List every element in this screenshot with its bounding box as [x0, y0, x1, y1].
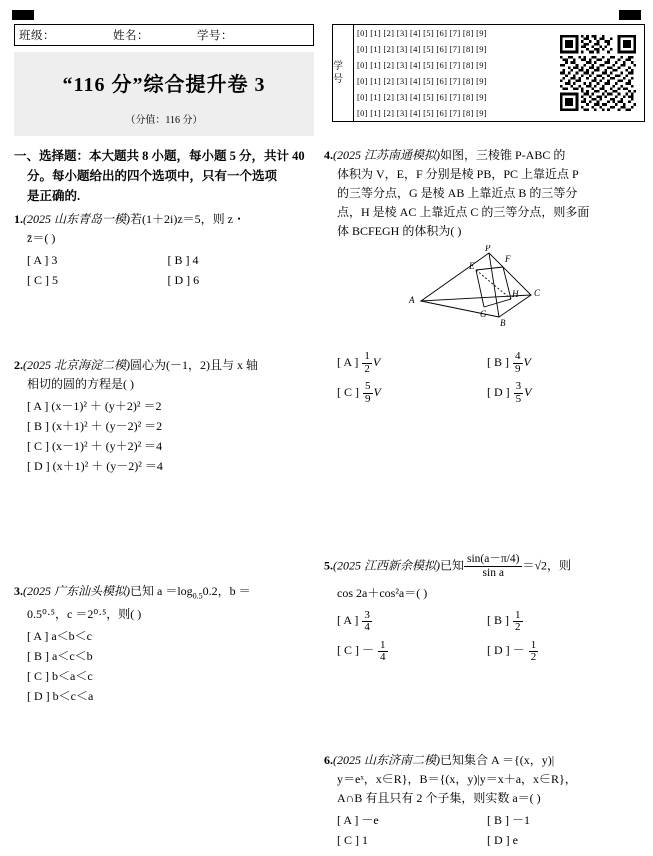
option-a-fraction — [362, 610, 372, 634]
svg-text:B: B — [499, 318, 505, 328]
options-5 — [324, 605, 637, 665]
option-a-value: (x－1)² ＋ (y＋2)² ＝2 — [51, 399, 162, 413]
option-a-label: [ A ] — [27, 629, 49, 644]
option-a[interactable] — [27, 250, 168, 270]
option-c-value: 1 — [362, 833, 368, 848]
numerator: 1 — [364, 350, 370, 363]
section-heading-line-1: 一、选择题：本大题共 8 小题，每小题 5 分，共计 40 — [14, 149, 305, 163]
question-number: 3. — [14, 584, 23, 598]
corner-mark-top-left — [12, 10, 34, 20]
option-d-fraction — [529, 640, 539, 664]
option-row — [337, 635, 637, 665]
question-number: 1. — [14, 212, 23, 226]
option-a-fraction — [362, 351, 372, 375]
geometry-diagram-icon — [381, 245, 581, 335]
question-source: (2025 北京海淀二模) — [23, 358, 130, 372]
option-d-value: e — [512, 833, 518, 848]
id-label: 学号： — [197, 30, 233, 42]
denominator: 2 — [515, 621, 521, 634]
question-text-cont: 相切的圆的方程是( ) — [27, 377, 134, 391]
options-4 — [324, 347, 637, 407]
option-a-suffix: V — [372, 355, 381, 369]
header-right — [332, 24, 645, 122]
option-d[interactable] — [487, 830, 637, 850]
answer-space-4c — [324, 533, 637, 553]
option-b[interactable] — [27, 646, 308, 666]
option-c-value: 5 — [52, 273, 58, 287]
digit-row[interactable]: [0] [1] [2] [3] [4] [5] [6] [7] [8] [9] — [357, 44, 487, 54]
question-text: 若(1＋2i)z＝5，则 z・ — [130, 212, 245, 226]
option-c[interactable] — [337, 830, 487, 850]
option-a-label: [ A ] — [27, 399, 49, 413]
question-6 — [324, 751, 637, 850]
question-number: 2. — [14, 358, 23, 372]
option-b-value: 4 — [192, 253, 199, 267]
qr-code-icon — [560, 35, 636, 111]
question-number: 6. — [324, 753, 333, 768]
option-c[interactable] — [337, 377, 487, 407]
corner-mark-top-right — [619, 10, 641, 20]
option-row — [337, 605, 637, 635]
denominator: 5 — [515, 392, 522, 405]
option-a-value: －e — [361, 813, 379, 828]
option-d-label: [ D ] — [27, 459, 50, 473]
section-heading — [14, 146, 308, 206]
option-d[interactable] — [27, 456, 308, 476]
option-b-label: [ B ] — [487, 355, 509, 369]
option-d-suffix: V — [524, 385, 532, 399]
digit-grid — [354, 25, 556, 121]
option-b-fraction — [513, 610, 523, 634]
options-1 — [14, 250, 308, 290]
denominator: sin a — [482, 567, 504, 580]
option-b-label: [ B ] — [27, 419, 49, 433]
question-5-fraction — [464, 553, 522, 580]
question-3 — [14, 582, 308, 706]
option-a[interactable] — [337, 347, 487, 377]
question-text-post: ＝√2，则 — [522, 558, 572, 573]
options-2 — [14, 396, 308, 476]
numerator: 1 — [380, 638, 386, 651]
option-c-suffix: V — [373, 385, 381, 399]
question-text-line-4: 点，H 是棱 AC 上靠近点 C 的三等分点，则多面 — [337, 205, 590, 219]
options-3 — [14, 626, 308, 706]
option-c-fraction — [363, 381, 373, 405]
numerator: 4 — [515, 350, 521, 363]
question-text-line-3: A∩B 有且只有 2 个子集，则实数 a＝( ) — [337, 791, 541, 806]
option-c[interactable] — [27, 436, 308, 456]
option-row — [337, 377, 637, 407]
name-label: 姓名： — [113, 30, 149, 42]
question-text: 已知集合 A ＝{(x，y)| — [440, 753, 555, 768]
svg-text:G: G — [479, 309, 486, 319]
option-c-label: [ C ] — [337, 643, 359, 658]
option-d[interactable]: [ D ] － $\frac{1}{2}$ — [487, 638, 537, 664]
option-row — [337, 347, 637, 377]
student-number-label-text: 学 号 — [333, 61, 343, 85]
question-1 — [14, 210, 308, 290]
option-row — [27, 250, 308, 270]
option-c-value: b＜a＜c — [52, 669, 93, 684]
question-source: (2025 山东济南二模) — [333, 753, 440, 768]
digit-row[interactable]: [0] [1] [2] [3] [4] [5] [6] [7] [8] [9] — [357, 108, 487, 118]
option-b[interactable] — [27, 416, 308, 436]
svg-text:F: F — [504, 254, 510, 264]
option-a-label: [ A ] — [337, 813, 359, 828]
option-b-label: [ B ] — [27, 649, 49, 664]
title-box — [14, 52, 314, 136]
option-a[interactable] — [27, 396, 308, 416]
option-c-value: (x－1)² ＋ (y＋2)² ＝4 — [52, 439, 163, 453]
numerator: 1 — [515, 608, 521, 621]
option-d-label: [ D ] — [27, 689, 50, 704]
option-c-label: [ C ] — [27, 439, 49, 453]
question-source: (2025 江苏南通模拟) — [333, 148, 440, 162]
question-text-line-2: 体积为 V，E，F 分别是棱 PB，PC 上靠近点 P — [337, 167, 579, 181]
question-text-line-5: 体 BCFEGH 的体积为( ) — [337, 224, 462, 238]
answer-space-2b — [14, 542, 308, 582]
option-a[interactable] — [337, 605, 487, 635]
option-b[interactable] — [487, 347, 637, 377]
question-text-b: 0.2，b ＝ — [202, 584, 251, 598]
numerator: 5 — [365, 380, 371, 393]
answer-space-4b — [324, 473, 637, 533]
option-c[interactable]: [ C ] － $\frac{1}{4}$ — [337, 638, 386, 664]
option-a-value: a＜b＜c — [51, 629, 92, 644]
question-number: 5. — [324, 558, 333, 573]
option-d-value: 6 — [193, 273, 200, 287]
numerator: 3 — [515, 380, 522, 393]
page-header — [14, 24, 639, 136]
options-6 — [324, 810, 637, 850]
question-number: 4. — [324, 148, 333, 162]
option-row — [337, 830, 637, 850]
question-source: (2025 山东青岛一模) — [23, 212, 130, 226]
question-4 — [324, 146, 637, 407]
option-c-label: [ C ] — [337, 833, 359, 848]
option-d-value: (x＋1)² ＋ (y－2)² ＝4 — [52, 459, 163, 473]
option-a-value: 3 — [51, 253, 58, 267]
option-c-label: [ C ] — [27, 273, 49, 287]
numerator: sin(a－π/4) — [464, 553, 522, 567]
denominator: 4 — [364, 621, 370, 634]
option-a-label: [ A ] — [337, 613, 359, 628]
section-heading-line-3: 是正确的. — [27, 189, 81, 203]
svg-text:A: A — [408, 295, 414, 305]
question-text-line-3: 的三等分点，G 是棱 AB 上靠近点 B 的三等分 — [337, 186, 578, 200]
option-c[interactable] — [27, 270, 168, 290]
option-a[interactable] — [27, 626, 308, 646]
question-5 — [324, 553, 637, 665]
option-a[interactable] — [337, 810, 487, 830]
class-label: 班级： — [19, 30, 55, 42]
question-text-line-2: y＝eˣ，x∈R}，B＝{(x，y)|y＝x＋a，x∈R}， — [337, 772, 577, 787]
answer-space-5 — [324, 671, 637, 731]
option-d-fraction — [514, 381, 524, 405]
question-text: 圆心为(－1，2)且与 x 轴 — [130, 358, 258, 372]
question-text-cont: z̄＝( ) — [27, 231, 56, 245]
option-d[interactable] — [168, 270, 309, 290]
option-a-label: [ A ] — [337, 355, 359, 369]
body-columns — [14, 146, 639, 856]
option-b-suffix: V — [523, 355, 531, 369]
page-title: “116 分”综合提升卷 3 — [62, 74, 266, 96]
student-number-block — [332, 24, 645, 122]
option-b-label: [ B ] — [487, 613, 509, 628]
digit-row[interactable]: [0] [1] [2] [3] [4] [5] [6] [7] [8] [9] — [357, 60, 487, 70]
question-text: 如图，三棱锥 P-ABC 的 — [440, 148, 566, 162]
question-source: (2025 江西新余模拟) — [333, 558, 440, 573]
question-text-line-2: cos 2a＋cos²a＝( ) — [337, 586, 428, 601]
denominator: 2 — [364, 362, 370, 375]
student-number-label — [333, 25, 354, 121]
digit-row[interactable]: [0] [1] [2] [3] [4] [5] [6] [7] [8] [9] — [357, 92, 487, 102]
denominator: 2 — [530, 651, 537, 664]
tetrahedron-figure — [324, 245, 637, 341]
numerator: 3 — [364, 608, 370, 621]
option-b[interactable] — [487, 605, 637, 635]
svg-text:H: H — [511, 289, 518, 299]
numerator: 1 — [530, 638, 537, 651]
option-d-label: [ D ] — [487, 643, 510, 658]
option-d[interactable] — [27, 686, 308, 706]
digit-row[interactable]: [0] [1] [2] [3] [4] [5] [6] [7] [8] [9] — [357, 28, 487, 38]
option-b-value: a＜c＜b — [52, 649, 93, 664]
option-d-label: [ D ] — [167, 273, 191, 287]
option-d[interactable] — [487, 377, 637, 407]
svg-text:E: E — [468, 261, 474, 271]
page-subtitle: （分值：116 分） — [125, 115, 203, 126]
digit-row[interactable]: [0] [1] [2] [3] [4] [5] [6] [7] [8] [9] — [357, 76, 487, 86]
svg-text:C: C — [533, 288, 540, 298]
option-b-fraction — [513, 351, 523, 375]
option-d-value: b＜c＜a — [52, 689, 94, 704]
question-2 — [14, 356, 308, 476]
option-b-value: (x＋1)² ＋ (y－2)² ＝2 — [52, 419, 163, 433]
question-text-pre: 已知 — [440, 558, 465, 573]
answer-space-1 — [14, 296, 308, 356]
option-b[interactable] — [487, 810, 637, 830]
option-c-fraction — [378, 640, 388, 664]
right-column — [324, 146, 637, 856]
question-text: 已知 a ＝log — [130, 584, 193, 598]
answer-space-4 — [324, 413, 637, 473]
option-d-label: [ D ] — [487, 833, 510, 848]
denominator: 9 — [365, 392, 371, 405]
option-b-label: [ B ] — [487, 813, 509, 828]
option-a-label: [ A ] — [27, 253, 49, 267]
option-c-label: [ C ] — [27, 669, 49, 684]
denominator: 4 — [380, 651, 386, 664]
answer-space-5b — [324, 731, 637, 751]
option-row — [27, 270, 308, 290]
option-b[interactable] — [168, 250, 309, 270]
question-source: (2025 广东汕头模拟) — [23, 584, 130, 598]
section-heading-line-2: 分。每小题给出的四个选项中，只有一个选项 — [27, 169, 278, 183]
denominator: 9 — [515, 362, 521, 375]
student-info-bar — [14, 24, 314, 46]
left-column — [14, 146, 314, 856]
header-left — [14, 24, 314, 136]
question-log-base: 0.5 — [192, 591, 203, 601]
svg-text:P: P — [484, 245, 490, 253]
question-text-cont: 0.5⁰·⁵，c ＝2⁰·⁵，则( ) — [27, 607, 142, 622]
option-b-value: －1 — [512, 813, 531, 828]
option-c[interactable] — [27, 666, 308, 686]
option-row — [337, 810, 637, 830]
option-c-label: [ C ] — [337, 385, 359, 399]
option-b-label: [ B ] — [167, 253, 190, 267]
answer-space-2 — [14, 482, 308, 542]
option-d-label: [ D ] — [487, 385, 510, 399]
